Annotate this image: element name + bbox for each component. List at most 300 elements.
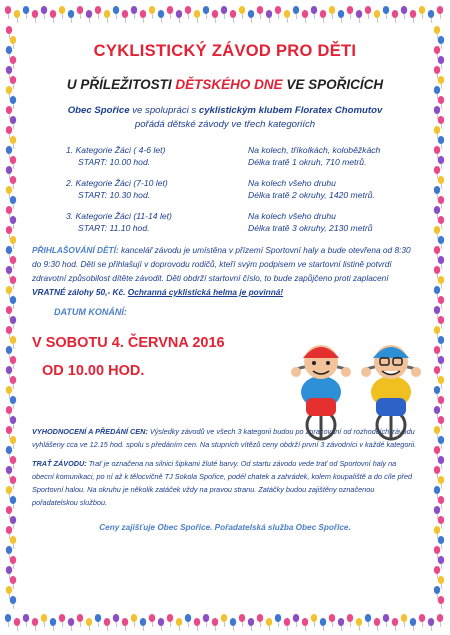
balloon-icon <box>6 586 12 594</box>
balloon-string <box>62 622 63 627</box>
balloon-string <box>206 14 207 19</box>
balloon-string <box>9 214 10 219</box>
balloon-icon <box>434 586 440 594</box>
balloon-string <box>9 234 10 239</box>
balloon-string <box>437 194 438 199</box>
balloon-string <box>440 622 441 627</box>
balloon-icon <box>434 86 440 94</box>
balloon-string <box>323 626 324 631</box>
balloon-icon <box>149 6 155 14</box>
balloon-string <box>437 314 438 319</box>
balloon-icon <box>438 276 444 284</box>
balloon-string <box>377 18 378 23</box>
intro-connector: ve spolupráci s <box>129 105 199 116</box>
balloon-icon <box>104 10 110 18</box>
balloon-string <box>441 464 442 469</box>
balloon-icon <box>266 618 272 626</box>
balloon-icon <box>131 614 137 622</box>
balloon-string <box>314 622 315 627</box>
balloon-icon <box>149 614 155 622</box>
balloon-string <box>13 224 14 229</box>
balloon-string <box>287 626 288 631</box>
balloon-icon <box>438 556 444 564</box>
balloon-string <box>13 44 14 49</box>
balloon-string <box>437 214 438 219</box>
balloon-string <box>9 94 10 99</box>
balloon-icon <box>6 46 12 54</box>
balloon-string <box>197 626 198 631</box>
balloon-string <box>125 626 126 631</box>
category-name: 1. Kategorie Žáci ( 4-6 let) <box>66 145 166 155</box>
balloon-icon <box>113 614 119 622</box>
balloon-string <box>437 54 438 59</box>
balloon-icon <box>194 618 200 626</box>
category-list <box>32 144 418 234</box>
balloon-icon <box>438 216 444 224</box>
balloon-icon <box>10 116 16 124</box>
balloon-icon <box>6 406 12 414</box>
balloon-string <box>9 314 10 319</box>
balloon-icon <box>10 456 16 464</box>
balloon-string <box>242 622 243 627</box>
balloon-string <box>26 622 27 627</box>
balloon-string <box>9 574 10 579</box>
balloon-icon <box>140 618 146 626</box>
balloon-string <box>422 622 423 627</box>
category-item <box>32 177 418 201</box>
balloon-string <box>441 164 442 169</box>
balloon-icon <box>438 316 444 324</box>
balloon-icon <box>10 36 16 44</box>
balloon-string <box>9 334 10 339</box>
balloon-icon <box>10 216 16 224</box>
balloon-icon <box>6 126 12 134</box>
balloon-string <box>13 324 14 329</box>
results-text: Výsledky závodů ve všech 3 kategorii budou po zpracování od rozhodčích závodu vyhlášeny cca ve 12.15 hod. spolu s předáním cen. Na stupních vítězů ceny obdrží první 3 závodníci v každé kategorii. <box>32 427 417 449</box>
balloon-icon <box>6 26 12 34</box>
balloon-string <box>441 204 442 209</box>
balloon-string <box>278 14 279 19</box>
balloon-icon <box>50 618 56 626</box>
balloon-string <box>13 444 14 449</box>
balloon-icon <box>438 236 444 244</box>
balloon-string <box>437 94 438 99</box>
balloon-string <box>8 622 9 627</box>
balloon-string <box>13 244 14 249</box>
balloon-string <box>395 626 396 631</box>
balloon-string <box>44 14 45 19</box>
balloon-icon <box>10 516 16 524</box>
balloon-string <box>441 124 442 129</box>
balloon-icon <box>14 618 20 626</box>
balloon-string <box>437 134 438 139</box>
balloon-string <box>53 626 54 631</box>
balloon-icon <box>6 66 12 74</box>
balloon-string <box>332 14 333 19</box>
balloon-icon <box>212 10 218 18</box>
balloon-string <box>441 544 442 549</box>
balloon-icon <box>6 326 12 334</box>
balloon-icon <box>6 566 12 574</box>
balloon-string <box>13 264 14 269</box>
balloon-icon <box>6 266 12 274</box>
balloon-icon <box>437 6 443 14</box>
balloon-string <box>437 114 438 119</box>
balloon-string <box>431 626 432 631</box>
balloon-string <box>9 534 10 539</box>
intro-club: cyklistickým klubem Floratex Chomutov <box>198 105 383 116</box>
balloon-string <box>80 622 81 627</box>
balloon-icon <box>6 346 12 354</box>
balloon-string <box>9 114 10 119</box>
balloon-icon <box>158 10 164 18</box>
balloon-icon <box>194 10 200 18</box>
intro <box>32 104 418 132</box>
balloon-icon <box>6 166 12 174</box>
balloon-border-bottom <box>0 609 450 635</box>
balloon-string <box>441 584 442 589</box>
balloon-icon <box>10 196 16 204</box>
balloon-icon <box>5 6 11 14</box>
balloon-icon <box>167 6 173 14</box>
balloon-string <box>260 14 261 19</box>
balloon-string <box>441 304 442 309</box>
balloon-icon <box>59 614 65 622</box>
balloon-icon <box>428 618 434 626</box>
balloon-string <box>53 18 54 23</box>
helmet-notice: Ochranná cyklistická helma je povinná! <box>127 287 284 297</box>
balloon-icon <box>320 618 326 626</box>
balloon-icon <box>428 10 434 18</box>
balloon-string <box>9 474 10 479</box>
category-bikes: Na kolech, tříkolkách, koloběžkách <box>248 145 381 155</box>
balloon-icon <box>438 196 444 204</box>
category-track: Délka tratě 3 okruhy, 2130 metrů <box>248 223 373 233</box>
balloon-icon <box>10 476 16 484</box>
balloon-string <box>9 174 10 179</box>
event-time: OD 10.00 HOD. <box>42 363 145 379</box>
balloon-string <box>437 534 438 539</box>
balloon-icon <box>434 186 440 194</box>
balloon-icon <box>221 614 227 622</box>
balloon-string <box>13 284 14 289</box>
balloon-icon <box>10 336 16 344</box>
balloon-string <box>179 626 180 631</box>
balloon-icon <box>275 614 281 622</box>
balloon-string <box>441 44 442 49</box>
balloon-icon <box>438 476 444 484</box>
balloon-string <box>437 494 438 499</box>
balloon-string <box>341 18 342 23</box>
balloon-string <box>368 14 369 19</box>
balloon-icon <box>95 6 101 14</box>
balloon-icon <box>10 316 16 324</box>
balloon-string <box>71 626 72 631</box>
balloon-string <box>437 174 438 179</box>
subtitle <box>32 77 418 92</box>
balloon-string <box>35 626 36 631</box>
category-name: 2. Kategorie Žáci (7-10 let) <box>66 178 168 188</box>
balloon-icon <box>10 356 16 364</box>
balloon-string <box>9 274 10 279</box>
balloon-icon <box>419 6 425 14</box>
balloon-string <box>341 626 342 631</box>
balloon-icon <box>434 206 440 214</box>
balloon-string <box>9 354 10 359</box>
balloon-string <box>9 154 10 159</box>
balloon-icon <box>122 10 128 18</box>
balloon-icon <box>329 6 335 14</box>
poster-content <box>32 30 418 532</box>
balloon-string <box>233 626 234 631</box>
balloon-icon <box>383 614 389 622</box>
balloon-icon <box>6 506 12 514</box>
balloon-string <box>17 18 18 23</box>
balloon-icon <box>10 136 16 144</box>
balloon-icon <box>438 536 444 544</box>
balloon-icon <box>257 6 263 14</box>
route-text: Trať je označena na silnici šipkami žluté barvy. Od startu závodu vede trať od Sportovní haly na obecní komunikaci, po ní až k tělocvičně TJ Sokola Spořice, podél chatek a zahrádek, kolem koupaliště a do cíle před Sportovní halou. Na okruhu je několik zatáček vždy na pravou stranu. Zatáčky budou zajištěny označenou pořadatelskou službou. <box>32 459 413 507</box>
balloon-icon <box>86 618 92 626</box>
balloon-icon <box>438 56 444 64</box>
balloon-icon <box>176 10 182 18</box>
balloon-icon <box>203 614 209 622</box>
balloon-string <box>224 622 225 627</box>
balloon-icon <box>6 86 12 94</box>
balloon-string <box>98 622 99 627</box>
balloon-string <box>116 14 117 19</box>
balloon-string <box>296 14 297 19</box>
balloon-icon <box>59 6 65 14</box>
balloon-string <box>359 18 360 23</box>
balloon-icon <box>293 614 299 622</box>
balloon-string <box>9 194 10 199</box>
balloon-icon <box>438 156 444 164</box>
balloon-icon <box>347 6 353 14</box>
balloon-icon <box>176 618 182 626</box>
balloon-icon <box>365 614 371 622</box>
balloon-string <box>9 594 10 599</box>
balloon-icon <box>6 466 12 474</box>
balloon-string <box>13 344 14 349</box>
balloon-icon <box>68 10 74 18</box>
balloon-icon <box>311 6 317 14</box>
balloon-icon <box>275 6 281 14</box>
balloon-string <box>170 622 171 627</box>
balloon-icon <box>419 614 425 622</box>
cyclist-right <box>361 345 421 440</box>
balloon-string <box>13 204 14 209</box>
balloon-icon <box>401 614 407 622</box>
balloon-string <box>437 234 438 239</box>
balloon-icon <box>239 614 245 622</box>
balloon-string <box>13 404 14 409</box>
event-date: V SOBOTU 4. ČERVNA 2016 <box>32 335 225 351</box>
balloon-icon <box>434 466 440 474</box>
balloon-string <box>332 622 333 627</box>
balloon-string <box>441 484 442 489</box>
balloon-string <box>9 254 10 259</box>
balloon-icon <box>410 10 416 18</box>
category-name: 3. Kategorie Žáci (11-14 let) <box>66 211 172 221</box>
balloon-icon <box>23 614 29 622</box>
balloon-string <box>35 18 36 23</box>
balloon-string <box>323 18 324 23</box>
balloon-string <box>251 626 252 631</box>
balloon-string <box>350 622 351 627</box>
balloon-icon <box>434 106 440 114</box>
balloon-icon <box>140 10 146 18</box>
balloon-icon <box>284 618 290 626</box>
balloon-string <box>107 626 108 631</box>
balloon-icon <box>434 166 440 174</box>
balloon-string <box>161 18 162 23</box>
balloon-icon <box>6 226 12 234</box>
balloon-icon <box>434 66 440 74</box>
balloon-icon <box>438 256 444 264</box>
balloon-string <box>8 14 9 19</box>
balloon-string <box>197 18 198 23</box>
balloon-string <box>224 14 225 19</box>
balloon-string <box>440 14 441 19</box>
balloon-string <box>278 622 279 627</box>
category-track: Délka tratě 2 okruhy, 1420 metrů. <box>248 190 375 200</box>
balloon-icon <box>438 76 444 84</box>
balloon-string <box>9 494 10 499</box>
balloon-string <box>13 504 14 509</box>
balloon-icon <box>10 236 16 244</box>
balloon-string <box>441 104 442 109</box>
balloon-icon <box>284 10 290 18</box>
balloon-string <box>188 622 189 627</box>
balloon-icon <box>438 496 444 504</box>
balloon-icon <box>434 286 440 294</box>
balloon-string <box>359 626 360 631</box>
balloon-icon <box>374 618 380 626</box>
balloon-string <box>350 14 351 19</box>
category-bikes: Na kolech všeho druhu <box>248 211 336 221</box>
balloon-icon <box>10 436 16 444</box>
category-item <box>32 144 418 168</box>
cyclists-illustration <box>266 330 446 450</box>
balloon-icon <box>248 618 254 626</box>
balloon-icon <box>434 126 440 134</box>
balloon-icon <box>131 6 137 14</box>
balloon-string <box>437 514 438 519</box>
balloon-icon <box>10 596 16 604</box>
balloon-string <box>437 74 438 79</box>
balloon-string <box>404 14 405 19</box>
balloon-icon <box>6 286 12 294</box>
balloon-string <box>437 254 438 259</box>
registration-text: kancelář závodu je umístěna v přízemí Sportovní haly a bude otevřena od 8:30 do 9:30 hod. Děti se přihlašují v doprovodu rodičů, kteří svým podpisem ve startovní listině potvrdí zdravotní způsobilost dítěte závodit. Děti obdrží startovní číslo, to bude zapůjčeno proti zaplacení <box>32 245 411 283</box>
balloon-icon <box>434 566 440 574</box>
balloon-string <box>441 244 442 249</box>
balloon-string <box>9 454 10 459</box>
balloon-icon <box>77 614 83 622</box>
balloon-string <box>441 224 442 229</box>
balloon-icon <box>86 10 92 18</box>
balloon-icon <box>212 618 218 626</box>
balloon-string <box>422 14 423 19</box>
balloon-icon <box>221 6 227 14</box>
balloon-icon <box>122 618 128 626</box>
balloon-string <box>9 554 10 559</box>
balloon-icon <box>41 614 47 622</box>
balloon-string <box>441 284 442 289</box>
balloon-string <box>386 14 387 19</box>
cyclist-left <box>291 345 351 440</box>
balloon-icon <box>374 10 380 18</box>
route-paragraph <box>32 457 418 509</box>
balloon-icon <box>6 186 12 194</box>
balloon-icon <box>6 366 12 374</box>
balloon-string <box>437 474 438 479</box>
balloon-icon <box>5 614 11 622</box>
balloon-string <box>9 74 10 79</box>
balloon-string <box>260 622 261 627</box>
balloon-string <box>13 184 14 189</box>
balloon-string <box>269 18 270 23</box>
balloon-string <box>386 622 387 627</box>
balloon-icon <box>329 614 335 622</box>
balloon-string <box>13 584 14 589</box>
balloon-icon <box>10 396 16 404</box>
balloon-icon <box>438 296 444 304</box>
balloon-string <box>13 424 14 429</box>
balloon-string <box>9 514 10 519</box>
balloon-icon <box>434 546 440 554</box>
balloon-string <box>170 14 171 19</box>
balloon-string <box>437 554 438 559</box>
page-title: CYKLISTICKÝ ZÁVOD PRO DĚTI <box>93 42 357 60</box>
balloon-icon <box>311 614 317 622</box>
balloon-icon <box>302 10 308 18</box>
balloon-icon <box>410 618 416 626</box>
balloon-icon <box>32 10 38 18</box>
balloon-icon <box>248 10 254 18</box>
category-start: START: 10.00 hod. <box>78 157 151 167</box>
balloon-string <box>89 626 90 631</box>
balloon-string <box>13 564 14 569</box>
balloon-string <box>437 274 438 279</box>
balloon-icon <box>185 6 191 14</box>
balloon-icon <box>239 6 245 14</box>
balloon-icon <box>10 276 16 284</box>
balloon-string <box>13 544 14 549</box>
results-label: VYHODNOCENÍ A PŘEDÁNÍ CEN: <box>32 427 148 436</box>
balloon-string <box>134 14 135 19</box>
balloon-icon <box>392 618 398 626</box>
date-label: DATUM KONÁNÍ: <box>54 307 127 317</box>
balloon-string <box>134 622 135 627</box>
balloon-icon <box>10 416 16 424</box>
balloon-icon <box>158 618 164 626</box>
balloon-string <box>437 294 438 299</box>
balloon-string <box>13 484 14 489</box>
balloon-string <box>441 184 442 189</box>
balloon-string <box>215 626 216 631</box>
balloon-string <box>9 134 10 139</box>
balloon-string <box>441 564 442 569</box>
balloon-icon <box>10 56 16 64</box>
balloon-string <box>404 622 405 627</box>
balloon-string <box>13 464 14 469</box>
balloon-icon <box>438 516 444 524</box>
balloon-icon <box>434 246 440 254</box>
balloon-icon <box>434 486 440 494</box>
balloon-icon <box>320 10 326 18</box>
